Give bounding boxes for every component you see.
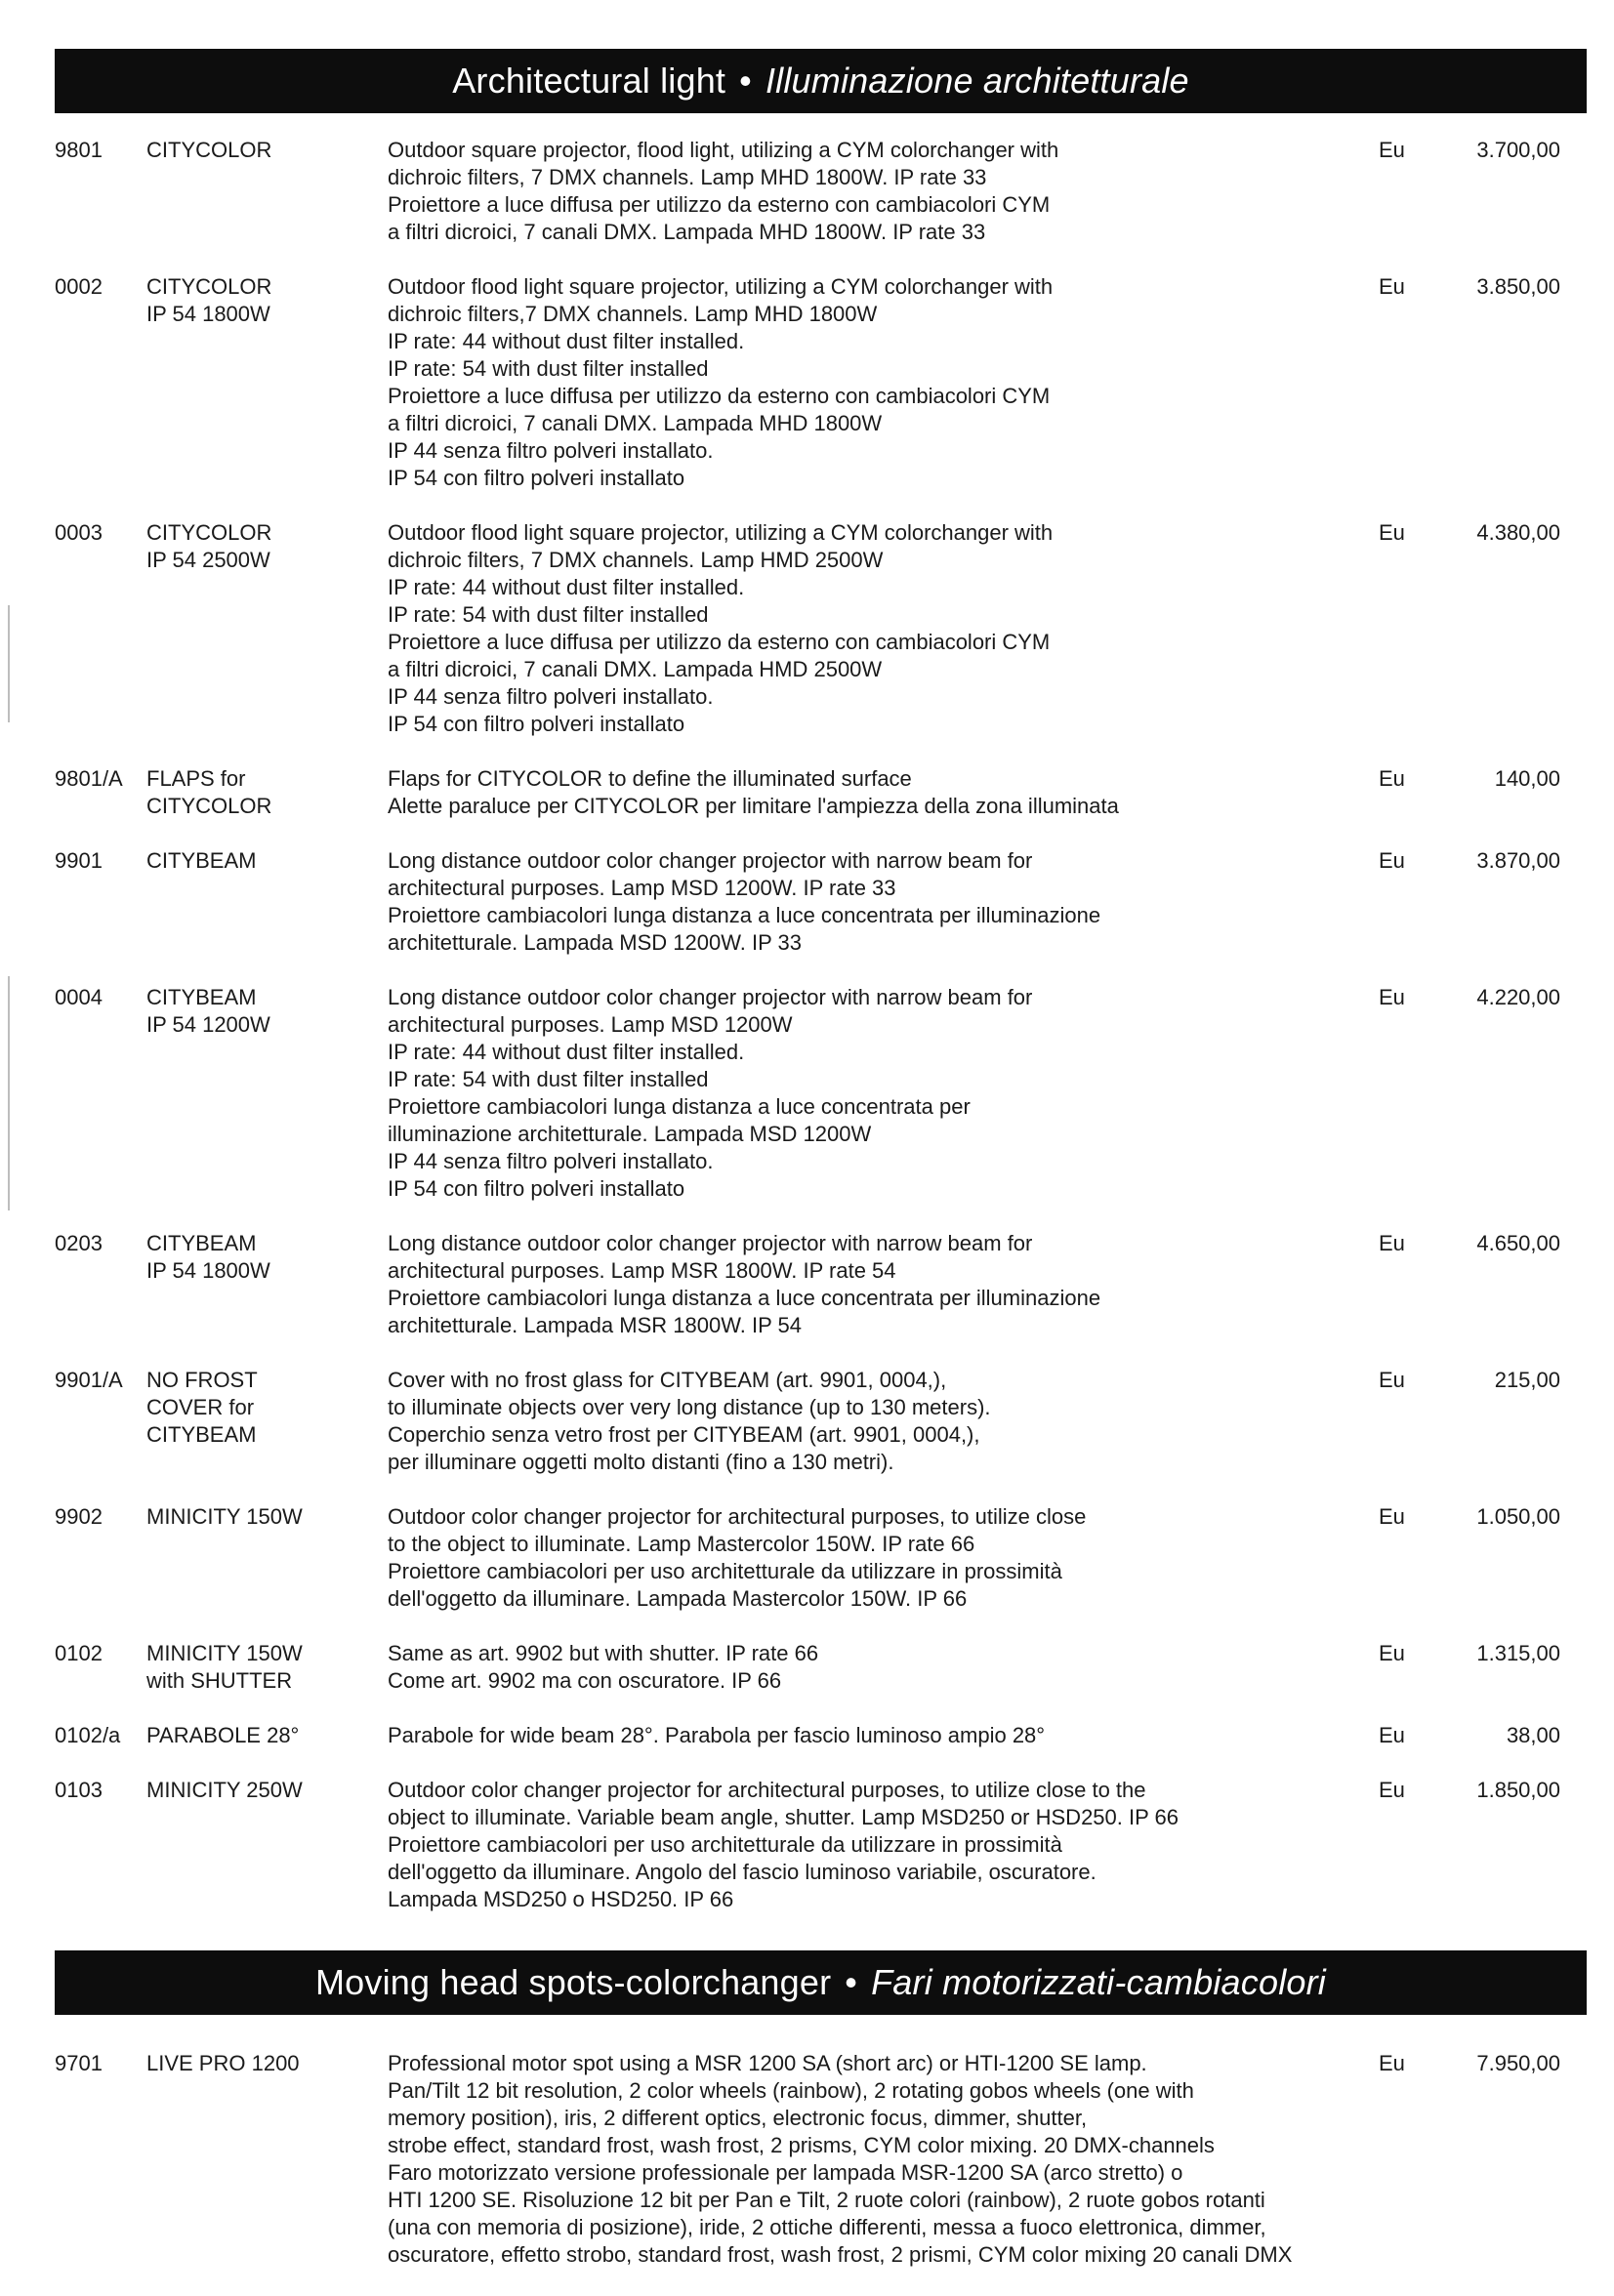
price: 38,00 (1506, 1723, 1560, 1747)
product-name: PARABOLE 28° (146, 1723, 300, 1747)
description-line: architetturale. Lampada MSR 1800W. IP 54 (388, 1313, 802, 1337)
description-line: Faro motorizzato versione professionale per lampada MSR-1200 SA (arco stretto) o (388, 2160, 1183, 2185)
description-line: IP rate: 54 with dust filter installed (388, 602, 709, 627)
description-line: IP rate: 44 without dust filter installed. (388, 1040, 745, 1064)
description-line: dichroic filters,7 DMX channels. Lamp MHD 1800W (388, 302, 878, 326)
description-line: Outdoor color changer projector for architectural purposes, to utilize close to the (388, 1778, 1146, 1802)
description-line: Alette paraluce per CITYCOLOR per limitare l'ampiezza della zona illuminata (388, 794, 1119, 818)
description-line: architectural purposes. Lamp MSD 1200W. IP rate 33 (388, 876, 896, 900)
description-line: Proiettore cambiacolori lunga distanza a luce concentrata per illuminazione (388, 1286, 1101, 1310)
product-name: CITYBEAM IP 54 1800W (146, 1231, 270, 1283)
product-row (0, 1230, 1614, 1339)
currency: Eu (1379, 274, 1405, 299)
description-line: Long distance outdoor color changer projector with narrow beam for (388, 985, 1033, 1009)
product-name: CITYBEAM IP 54 1200W (146, 985, 270, 1037)
product-description (388, 1640, 1379, 1695)
article-code: 9901/A (55, 1368, 123, 1392)
article-code: 0203 (55, 1231, 103, 1255)
currency: Eu (1379, 848, 1405, 873)
description-line: architectural purposes. Lamp MSR 1800W. IP rate 54 (388, 1258, 896, 1283)
description-line: Proiettore cambiacolori per uso architetturale da utilizzare in prossimità (388, 1559, 1062, 1583)
article-code: 0103 (55, 1778, 103, 1802)
description-line: architectural purposes. Lamp MSD 1200W (388, 1012, 793, 1037)
article-code: 0102 (55, 1641, 103, 1665)
product-row (0, 273, 1614, 492)
description-line: Cover with no frost glass for CITYBEAM (art. 9901, 0004,), (388, 1368, 947, 1392)
description-line: Professional motor spot using a MSR 1200 SA (short arc) or HTI-1200 SE lamp. (388, 2051, 1147, 2075)
price: 3.850,00 (1476, 274, 1560, 299)
description-line: Coperchio senza vetro frost per CITYBEAM (art. 9901, 0004,), (388, 1422, 980, 1447)
product-row (0, 1503, 1614, 1613)
description-line: Long distance outdoor color changer projector with narrow beam for (388, 1231, 1033, 1255)
description-line: Proiettore cambiacolori lunga distanza a luce concentrata per illuminazione (388, 903, 1101, 927)
product-row (0, 984, 1614, 1203)
description-line: Long distance outdoor color changer projector with narrow beam for (388, 848, 1033, 873)
description-line: IP 44 senza filtro polveri installato. (388, 1149, 714, 1173)
description-line: a filtri dicroici, 7 canali DMX. Lampada HMD 2500W (388, 657, 883, 681)
description-line: memory position), iris, 2 different optics, electronic focus, dimmer, shutter, (388, 2106, 1088, 2130)
currency: Eu (1379, 1778, 1405, 1802)
description-line: architetturale. Lampada MSD 1200W. IP 33 (388, 930, 802, 955)
description-line: Proiettore a luce diffusa per utilizzo da esterno con cambiacolori CYM (388, 192, 1051, 217)
price: 1.850,00 (1476, 1778, 1560, 1802)
product-row (0, 847, 1614, 957)
product-name: MINICITY 250W (146, 1778, 303, 1802)
product-description (388, 984, 1379, 1203)
product-description (388, 1722, 1379, 1749)
scan-margin-mark (8, 605, 10, 722)
product-row (0, 519, 1614, 738)
description-line: per illuminare oggetti molto distanti (fino a 130 metri). (388, 1450, 894, 1474)
article-code: 0102/a (55, 1723, 121, 1747)
product-description (388, 2050, 1379, 2269)
product-name: MINICITY 150W with SHUTTER (146, 1641, 303, 1693)
currency: Eu (1379, 1504, 1405, 1529)
description-line: a filtri dicroici, 7 canali DMX. Lampada MHD 1800W (388, 411, 883, 435)
article-code: 0003 (55, 520, 103, 545)
product-description (388, 1777, 1379, 1913)
description-line: illuminazione architetturale. Lampada MSD 1200W (388, 1122, 872, 1146)
price: 1.050,00 (1476, 1504, 1560, 1529)
section-title-en: Architectural light (452, 61, 726, 101)
section-title-it: Fari motorizzati-cambiacolori (871, 1962, 1327, 2002)
price: 4.380,00 (1476, 520, 1560, 545)
product-description (388, 273, 1379, 492)
moving-head-price-list (0, 2050, 1614, 2296)
article-code: 9901 (55, 848, 103, 873)
section-title-en: Moving head spots-colorchanger (314, 1962, 832, 2002)
article-code: 0004 (55, 985, 103, 1009)
description-line: Outdoor flood light square projector, utilizing a CYM colorchanger with (388, 520, 1054, 545)
product-name: CITYCOLOR IP 54 2500W (146, 520, 272, 572)
currency: Eu (1379, 138, 1405, 162)
price: 7.950,00 (1476, 2051, 1560, 2075)
description-line: dell'oggetto da illuminare. Angolo del fascio luminoso variabile, oscuratore. (388, 1860, 1097, 1884)
description-line: a filtri dicroici, 7 canali DMX. Lampada MHD 1800W. IP rate 33 (388, 220, 986, 244)
description-line: Flaps for CITYCOLOR to define the illuminated surface (388, 766, 912, 791)
product-description (388, 847, 1379, 957)
price: 140,00 (1494, 766, 1560, 791)
product-description (388, 137, 1379, 246)
currency: Eu (1379, 766, 1405, 791)
product-name: CITYCOLOR (146, 138, 272, 162)
description-line: dichroic filters, 7 DMX channels. Lamp HMD 2500W (388, 548, 884, 572)
currency: Eu (1379, 1368, 1405, 1392)
description-line: HTI 1200 SE. Risoluzione 12 bit per Pan e Tilt, 2 ruote colori (rainbow), 2 ruote gobos rotanti (388, 2188, 1265, 2212)
description-line: Outdoor color changer projector for architectural purposes, to utilize close (388, 1504, 1087, 1529)
product-name: MINICITY 150W (146, 1504, 303, 1529)
description-line: IP 44 senza filtro polveri installato. (388, 684, 714, 709)
product-description (388, 1230, 1379, 1339)
scan-margin-mark (8, 976, 10, 1210)
description-line: Parabole for wide beam 28°. Parabola per fascio luminoso ampio 28° (388, 1723, 1046, 1747)
article-code: 9902 (55, 1504, 103, 1529)
price: 4.220,00 (1476, 985, 1560, 1009)
bullet-separator: • (845, 1962, 858, 2002)
product-name: CITYBEAM (146, 848, 257, 873)
currency: Eu (1379, 520, 1405, 545)
price: 4.650,00 (1476, 1231, 1560, 1255)
section-header-moving-head-spots (55, 1950, 1587, 2015)
description-line: IP rate: 54 with dust filter installed (388, 356, 709, 381)
description-line: dell'oggetto da illuminare. Lampada Mastercolor 150W. IP 66 (388, 1586, 968, 1611)
description-line: Proiettore cambiacolori per uso architetturale da utilizzare in prossimità (388, 1832, 1062, 1857)
description-line: object to illuminate. Variable beam angle, shutter. Lamp MSD250 or HSD250. IP 66 (388, 1805, 1179, 1829)
description-line: Same as art. 9902 but with shutter. IP rate 66 (388, 1641, 819, 1665)
description-line: IP rate: 54 with dust filter installed (388, 1067, 709, 1091)
currency: Eu (1379, 1723, 1405, 1747)
article-code: 9701 (55, 2051, 103, 2075)
product-description (388, 1503, 1379, 1613)
product-row (0, 1722, 1614, 1749)
product-description (388, 1367, 1379, 1476)
description-line: IP 54 con filtro polveri installato (388, 466, 685, 490)
description-line: strobe effect, standard frost, wash frost, 2 prisms, CYM color mixing. 20 DMX-channels (388, 2133, 1215, 2157)
product-row (0, 2050, 1614, 2269)
description-line: IP 44 senza filtro polveri installato. (388, 438, 714, 463)
price: 1.315,00 (1476, 1641, 1560, 1665)
product-row (0, 1640, 1614, 1695)
product-row (0, 1777, 1614, 1913)
description-line: Outdoor flood light square projector, utilizing a CYM colorchanger with (388, 274, 1054, 299)
description-line: IP rate: 44 without dust filter installed. (388, 575, 745, 599)
description-line: dichroic filters, 7 DMX channels. Lamp MHD 1800W. IP rate 33 (388, 165, 987, 189)
price: 3.700,00 (1476, 138, 1560, 162)
currency: Eu (1379, 1231, 1405, 1255)
price: 3.870,00 (1476, 848, 1560, 873)
section-header-architectural-light (55, 49, 1587, 113)
product-name: FLAPS for CITYCOLOR (146, 766, 272, 818)
product-name: LIVE PRO 1200 (146, 2051, 300, 2075)
product-row (0, 765, 1614, 820)
description-line: (una con memoria di posizione), iride, 2 ottiche differenti, messa a fuoco elettronica, dimmer, (388, 2215, 1266, 2239)
description-line: Proiettore cambiacolori lunga distanza a luce concentrata per (388, 1094, 971, 1119)
description-line: to illuminate objects over very long distance (up to 130 meters). (388, 1395, 991, 1419)
price: 215,00 (1494, 1368, 1560, 1392)
product-name: CITYCOLOR IP 54 1800W (146, 274, 272, 326)
description-line: oscuratore, effetto strobo, standard frost, wash frost, 2 prismi, CYM color mixing 20 canali DMX (388, 2242, 1293, 2267)
product-name: NO FROST COVER for CITYBEAM (146, 1368, 258, 1447)
product-row (0, 137, 1614, 246)
description-line: IP 54 con filtro polveri installato (388, 712, 685, 736)
description-line: IP 54 con filtro polveri installato (388, 1176, 685, 1201)
product-description (388, 519, 1379, 738)
currency: Eu (1379, 985, 1405, 1009)
bullet-separator: • (739, 61, 752, 101)
product-description (388, 765, 1379, 820)
architectural-light-price-list (0, 137, 1614, 1941)
description-line: IP rate: 44 without dust filter installed. (388, 329, 745, 353)
article-code: 0002 (55, 274, 103, 299)
description-line: Lampada MSD250 o HSD250. IP 66 (388, 1887, 734, 1911)
description-line: Come art. 9902 ma con oscuratore. IP 66 (388, 1668, 782, 1693)
description-line: Proiettore a luce diffusa per utilizzo da esterno con cambiacolori CYM (388, 384, 1051, 408)
product-row (0, 1367, 1614, 1476)
description-line: to the object to illuminate. Lamp Mastercolor 150W. IP rate 66 (388, 1532, 975, 1556)
currency: Eu (1379, 2051, 1405, 2075)
article-code: 9801/A (55, 766, 123, 791)
description-line: Pan/Tilt 12 bit resolution, 2 color wheels (rainbow), 2 rotating gobos wheels (one with (388, 2078, 1194, 2103)
currency: Eu (1379, 1641, 1405, 1665)
article-code: 9801 (55, 138, 103, 162)
description-line: Proiettore a luce diffusa per utilizzo da esterno con cambiacolori CYM (388, 630, 1051, 654)
section-title-it: Illuminazione architetturale (765, 61, 1189, 101)
description-line: Outdoor square projector, flood light, utilizing a CYM colorchanger with (388, 138, 1059, 162)
